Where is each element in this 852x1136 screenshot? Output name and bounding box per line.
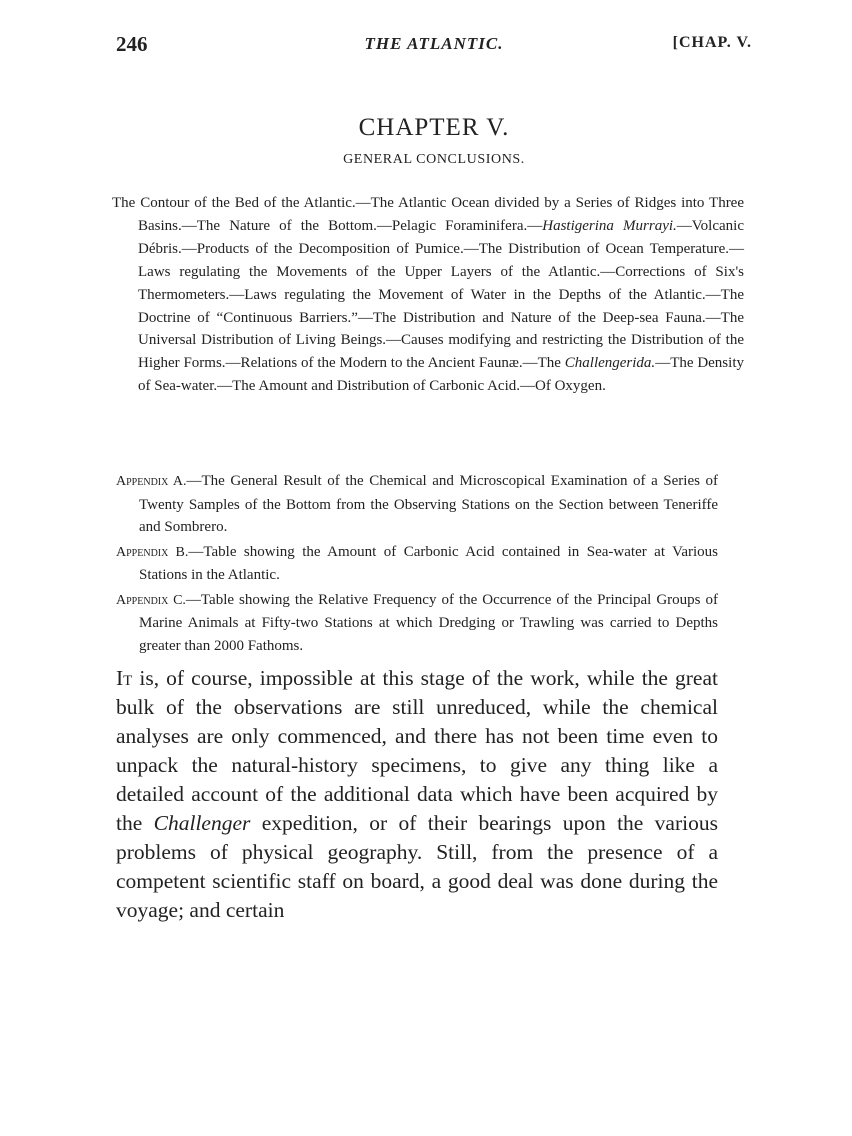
appendix-text: —Table showing the Relative Frequency of the Occurrence of the Principal Groups of Marine Animals at Fifty-two Stations at which Dredging or Trawling was carried to Depths greater than 2000 Fathoms. (139, 591, 718, 654)
chapter-heading: CHAPTER V. (358, 114, 510, 141)
appendix-entry (116, 541, 718, 587)
chapter-synopsis (112, 192, 744, 398)
page-number: 246 (116, 32, 148, 56)
appendix-label: Appendix A. (116, 474, 187, 489)
body-paragraph (116, 664, 718, 925)
ship-name-italic: Challenger (153, 811, 251, 835)
paragraph-text: is, of course, impossible at this stage of the work, while the great bulk of the observations are still unreduced, while the chemical analyses are only commenced, and there has not been time even to unpack the natural-history specimens, to give any thing like a detailed account of the additional data which have been acquired by the (116, 666, 718, 835)
running-chapter-ref: [CHAP. V. (672, 34, 752, 51)
synopsis-italic-species: Hastigerina Murrayi. (542, 217, 677, 234)
appendix-text: —Table showing the Amount of Carbonic Acid contained in Sea-water at Various Stations in the Atlantic. (139, 543, 718, 583)
running-head (116, 32, 752, 62)
chapter-subtitle: GENERAL CONCLUSIONS. (343, 152, 525, 167)
synopsis-text: The Contour of the Bed of the Atlantic.—The Atlantic Ocean divided by a Series of Ridges into Three Basins.—The Nature of the Bottom.—Pelagic Foraminifera.— (112, 195, 744, 234)
appendix-entry (116, 470, 718, 539)
synopsis-italic-challengerida: Challengerida. (564, 355, 656, 372)
synopsis-text: —The Density of Sea-water.—The Amount and Distribution of Carbonic Acid.—Of Oxygen. (138, 355, 744, 395)
paragraph-lead-word: It (116, 666, 133, 690)
paragraph-text: expedition, or of their bearings upon the various problems of physical geography. Still, from the presence of a competent scientific staff on board, a good deal was done during the voyage; and certain (116, 811, 718, 922)
running-title: THE ATLANTIC. (364, 34, 504, 53)
appendix-label: Appendix B. (116, 544, 189, 560)
appendix-entry (116, 589, 718, 658)
appendix-list (116, 470, 718, 659)
appendix-label: Appendix C. (116, 592, 186, 608)
appendix-text: —The General Result of the Chemical and Microscopical Examination of a Series of Twenty Samples of the Bottom from the Observing Stations on the Section between Teneriffe and Sombrero. (139, 473, 718, 535)
synopsis-text: —Volcanic Débris.—Products of the Decomposition of Pumice.—The Distribution of Ocean Temperature.—Laws regulating the Movements of the Upper Layers of the Atlantic.—Corrections of Six's Thermometers.—Laws regulating the Movement of Water in the Depths of the Atlantic.—The Doctrine of “Continuous Barriers.”—The Distribution and Nature of the Deep-sea Fauna.—The Universal Distribution of Living Beings.—Causes modifying and restricting the Distribution of the Higher Forms.—Relations of the Modern to the Ancient Faunæ.—The (138, 217, 744, 372)
